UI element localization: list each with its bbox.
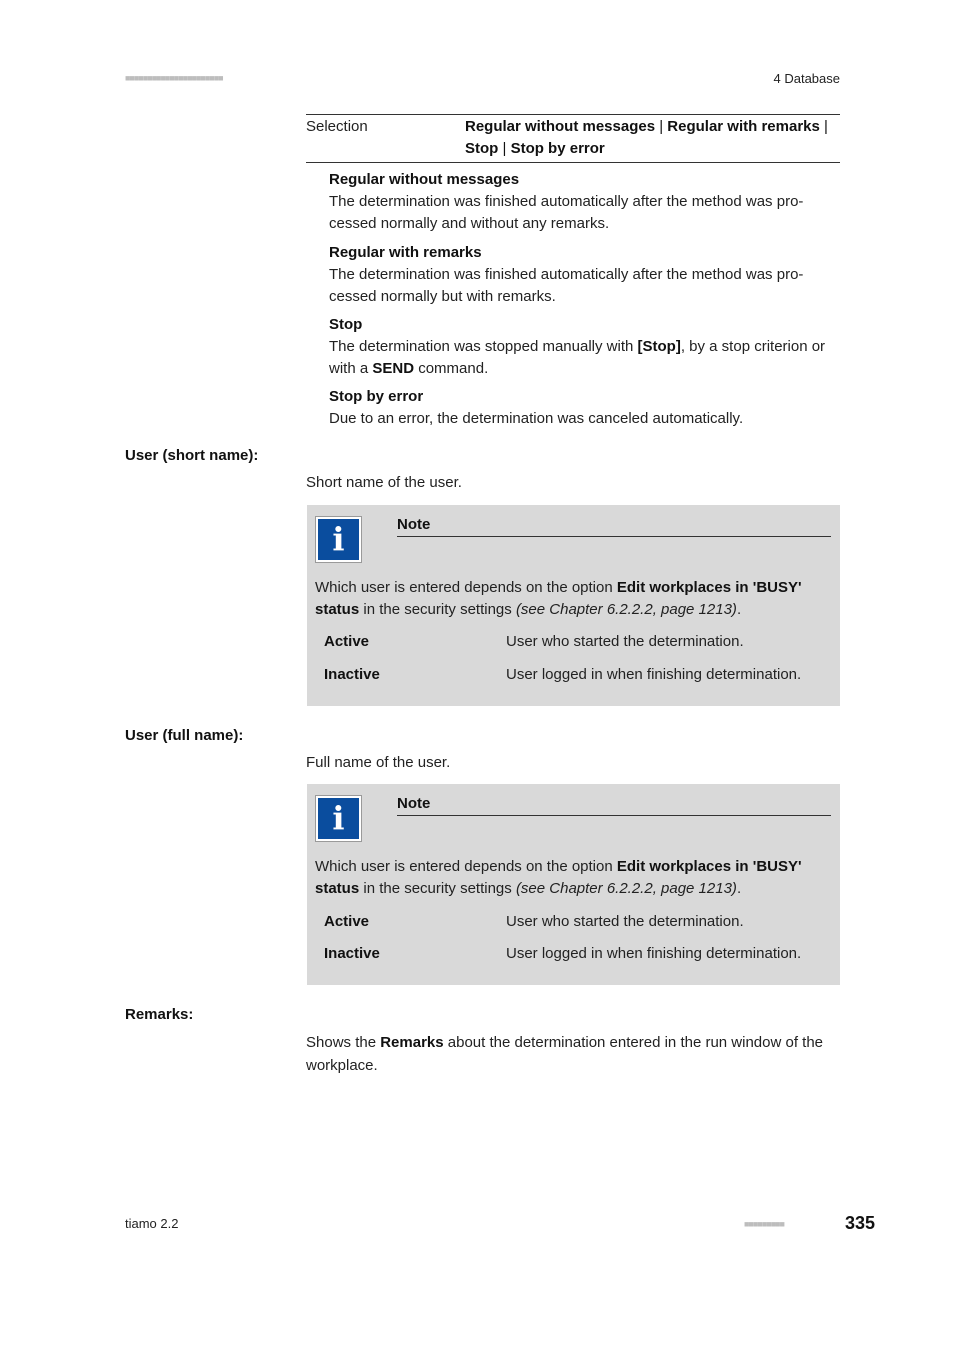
note-row-value: User logged in when finishing determination. xyxy=(506,666,802,683)
field-description: Short name of the user. xyxy=(306,474,462,491)
send-command-ref: SEND xyxy=(372,360,415,377)
info-icon: i xyxy=(315,795,362,842)
selection-separator: | xyxy=(819,118,828,135)
option-description: The determination was finished automatically after the method was pro-cessed normally but with remarks. xyxy=(329,266,804,305)
option-ref: Edit workplaces in 'BUSY' status xyxy=(315,858,802,897)
selection-value-2: Regular with remarks xyxy=(667,118,820,135)
note-title: Note xyxy=(397,793,831,816)
option-ref: Edit workplaces in 'BUSY' status xyxy=(315,579,802,618)
option-title: Stop xyxy=(329,316,363,333)
footer-decoration: ■■■■■■■■■ xyxy=(744,1219,784,1229)
field-description: Shows the Remarks about the determination entered in the run window of the workplace. xyxy=(306,1034,824,1074)
option-stop-by-error xyxy=(329,386,841,430)
selection-table xyxy=(306,114,840,163)
note-row-key: Active xyxy=(324,913,370,930)
note-title: Note xyxy=(397,514,831,537)
selection-value-1: Regular without messages xyxy=(465,118,656,135)
option-description: The determination was finished automatically after the method was pro-cessed normally and without any remarks. xyxy=(329,193,804,232)
option-title: Stop by error xyxy=(329,388,424,405)
note-row-active xyxy=(324,911,834,933)
note-text: Which user is entered depends on the option Edit workplaces in 'BUSY' status in the security settings (see Chapter 6.2.2.2, page 1213). xyxy=(315,858,802,897)
selection-values xyxy=(465,116,840,160)
stop-button-ref: [Stop] xyxy=(637,338,681,355)
option-title: Regular without messages xyxy=(329,171,520,188)
chapter-link[interactable]: (see Chapter 6.2.2.2, page 1213) xyxy=(515,601,737,618)
note-row-key: Inactive xyxy=(324,666,380,683)
note-text: Which user is entered depends on the option Edit workplaces in 'BUSY' status in the security settings (see Chapter 6.2.2.2, page 1213). xyxy=(315,579,802,618)
note-row-value: User who started the determination. xyxy=(506,913,744,930)
field-label-user-full-name: User (full name): xyxy=(125,727,244,744)
option-title: Regular with remarks xyxy=(329,244,482,261)
selection-value-3: Stop xyxy=(465,140,499,157)
selection-separator: | xyxy=(655,118,668,135)
note-row-value: User logged in when finishing determination. xyxy=(506,945,802,962)
product-name: tiamo 2.2 xyxy=(125,1216,179,1231)
field-label-remarks: Remarks: xyxy=(125,1006,194,1023)
option-stop xyxy=(329,314,841,380)
option-regular-without-messages xyxy=(329,169,841,235)
note-row-key: Inactive xyxy=(324,945,380,962)
chapter-link[interactable]: (see Chapter 6.2.2.2, page 1213) xyxy=(515,880,737,897)
selection-value-4: Stop by error xyxy=(510,140,605,157)
selection-label: Selection xyxy=(306,118,368,135)
note-row-value: User who started the determination. xyxy=(506,633,744,650)
header-decoration: ■■■■■■■■■■■■■■■■■■■■■■ xyxy=(125,73,223,83)
note-row-key: Active xyxy=(324,633,370,650)
option-regular-with-remarks xyxy=(329,242,841,308)
note-row-active xyxy=(324,631,834,653)
selection-separator: | xyxy=(498,140,511,157)
note-box xyxy=(307,505,840,706)
field-label-user-short-name: User (short name): xyxy=(125,447,259,464)
info-icon: i xyxy=(315,516,362,563)
note-box xyxy=(307,784,840,985)
chapter-title: 4 Database xyxy=(773,71,840,86)
field-description: Full name of the user. xyxy=(306,754,451,771)
option-description: The determination was stopped manually with [Stop], by a stop criterion or with a SEND command. xyxy=(329,338,826,377)
page-number: 335 xyxy=(845,1213,876,1233)
note-row-inactive xyxy=(324,943,834,965)
remarks-ref: Remarks xyxy=(380,1034,444,1051)
option-description: Due to an error, the determination was canceled automatically. xyxy=(329,410,744,427)
note-row-inactive xyxy=(324,664,834,686)
